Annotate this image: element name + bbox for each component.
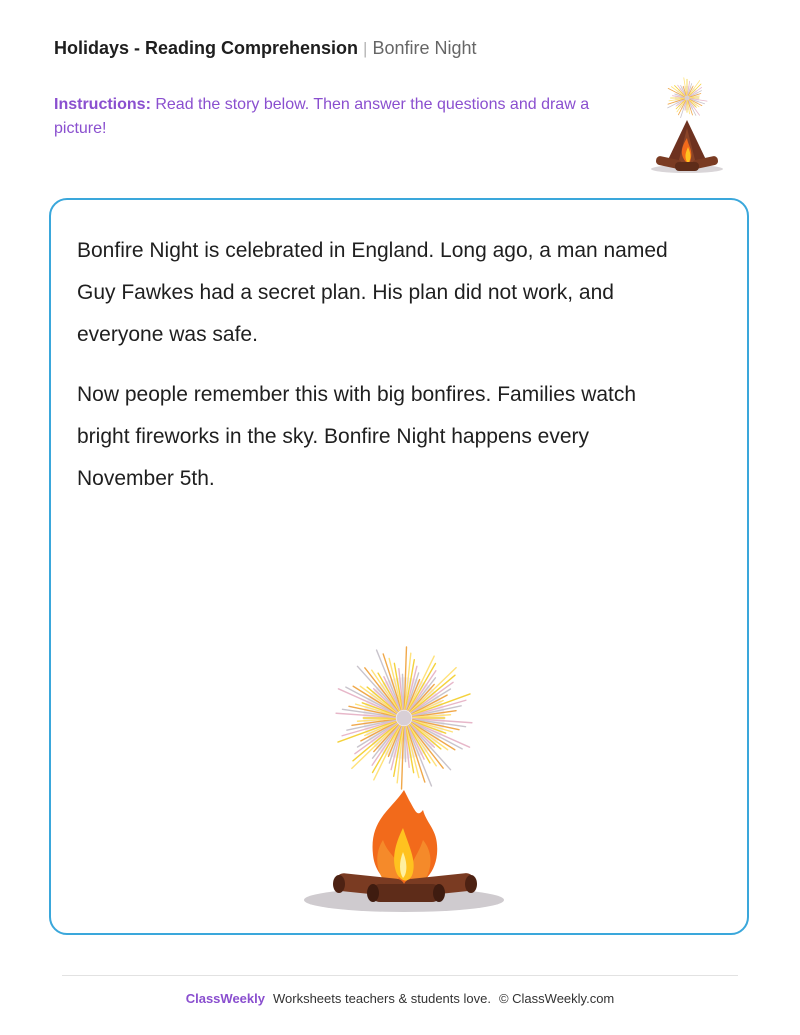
bonfire-illustration <box>299 640 509 920</box>
story-paragraph-1: Bonfire Night is celebrated in England. Long ago, a man named Guy Fawkes had a secret plan. His plan did not work, and everyone was safe. <box>77 239 668 346</box>
story-box <box>49 198 749 935</box>
footer-brand: ClassWeekly <box>185 991 265 1006</box>
footer-copyright: © ClassWeekly.com <box>498 991 615 1006</box>
footer-tagline: Worksheets teachers & students love. <box>272 991 491 1006</box>
title-separator: | <box>363 39 368 58</box>
flames <box>373 790 438 888</box>
instructions-label: Instructions: <box>54 96 151 113</box>
worksheet-header <box>54 36 477 61</box>
footer <box>0 990 800 1008</box>
bonfire-icon <box>642 72 732 182</box>
instructions-text: Read the story below. Then answer the questions and draw a picture! <box>54 96 590 137</box>
worksheet-title: Holidays - Reading Comprehension <box>54 38 359 58</box>
story-paragraph-2: Now people remember this with big bonfires. Families watch bright fireworks in the sky. Bonfire Night happens every November 5th. <box>77 383 637 490</box>
firework-burst <box>668 78 707 118</box>
footer-divider <box>62 975 738 976</box>
story-text <box>77 230 677 518</box>
instructions <box>54 93 614 141</box>
firework-burst <box>336 647 472 789</box>
worksheet-subtitle: Bonfire Night <box>372 38 477 58</box>
